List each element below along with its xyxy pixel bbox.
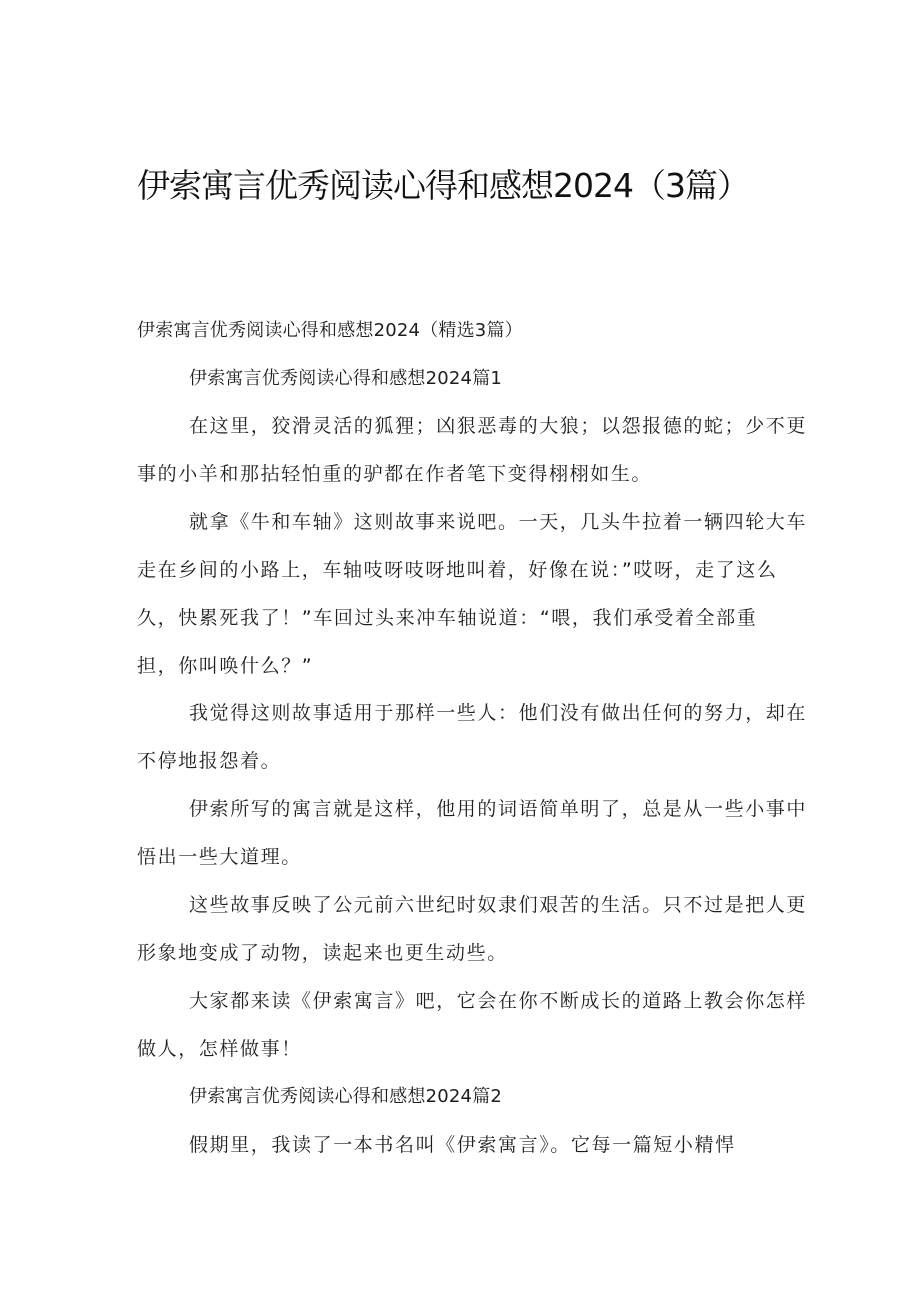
- document-subtitle: 伊索寓言优秀阅读心得和感想2024（精选3篇）: [137, 320, 523, 341]
- paragraph-line: 伊索所写的寓言就是这样，他用的词语简单明了，总是从一些小事中: [189, 798, 808, 820]
- paragraph-line: 做人，怎样做事！: [137, 1038, 302, 1060]
- section-heading-2: 伊索寓言优秀阅读心得和感想2024篇2: [189, 1086, 503, 1107]
- document-title: 伊索寓言优秀阅读心得和感想2024（3篇）: [137, 166, 749, 205]
- paragraph-line: 担，你叫唤什么？”: [137, 655, 314, 677]
- paragraph-line: 事的小羊和那拈轻怕重的驴都在作者笔下变得栩栩如生。: [137, 463, 653, 485]
- paragraph-line: 这些故事反映了公元前六世纪时奴隶们艰苦的生活。只不过是把人更: [189, 894, 808, 916]
- paragraph-line: 假期里，我读了一本书名叫《伊索寓言》。它每一篇短小精悍: [189, 1134, 736, 1156]
- paragraph-line: 在这里，狡滑灵活的狐狸；凶狠恶毒的大狼；以怨报德的蛇；少不更: [189, 415, 808, 437]
- paragraph-line: 我觉得这则故事适用于那样一些人：他们没有做出任何的努力，却在: [189, 702, 808, 724]
- paragraph-line: 形象地变成了动物，读起来也更生动些。: [137, 942, 508, 964]
- paragraph-line: 就拿《牛和车轴》这则故事来说吧。一天，几头牛拉着一辆四轮大车: [189, 511, 808, 533]
- paragraph-line: 不停地报怨着。: [137, 750, 282, 772]
- paragraph-line: 大家都来读《伊索寓言》吧，它会在你不断成长的道路上教会你怎样: [189, 990, 808, 1012]
- paragraph-line: 久，快累死我了！”车回过头来冲车轴说道：“喂，我们承受着全部重: [137, 607, 758, 629]
- section-heading-1: 伊索寓言优秀阅读心得和感想2024篇1: [189, 368, 503, 389]
- paragraph-line: 走在乡间的小路上，车轴吱呀吱呀地叫着，好像在说：”哎呀，走了这么: [137, 559, 778, 581]
- paragraph-line: 悟出一些大道理。: [137, 846, 302, 868]
